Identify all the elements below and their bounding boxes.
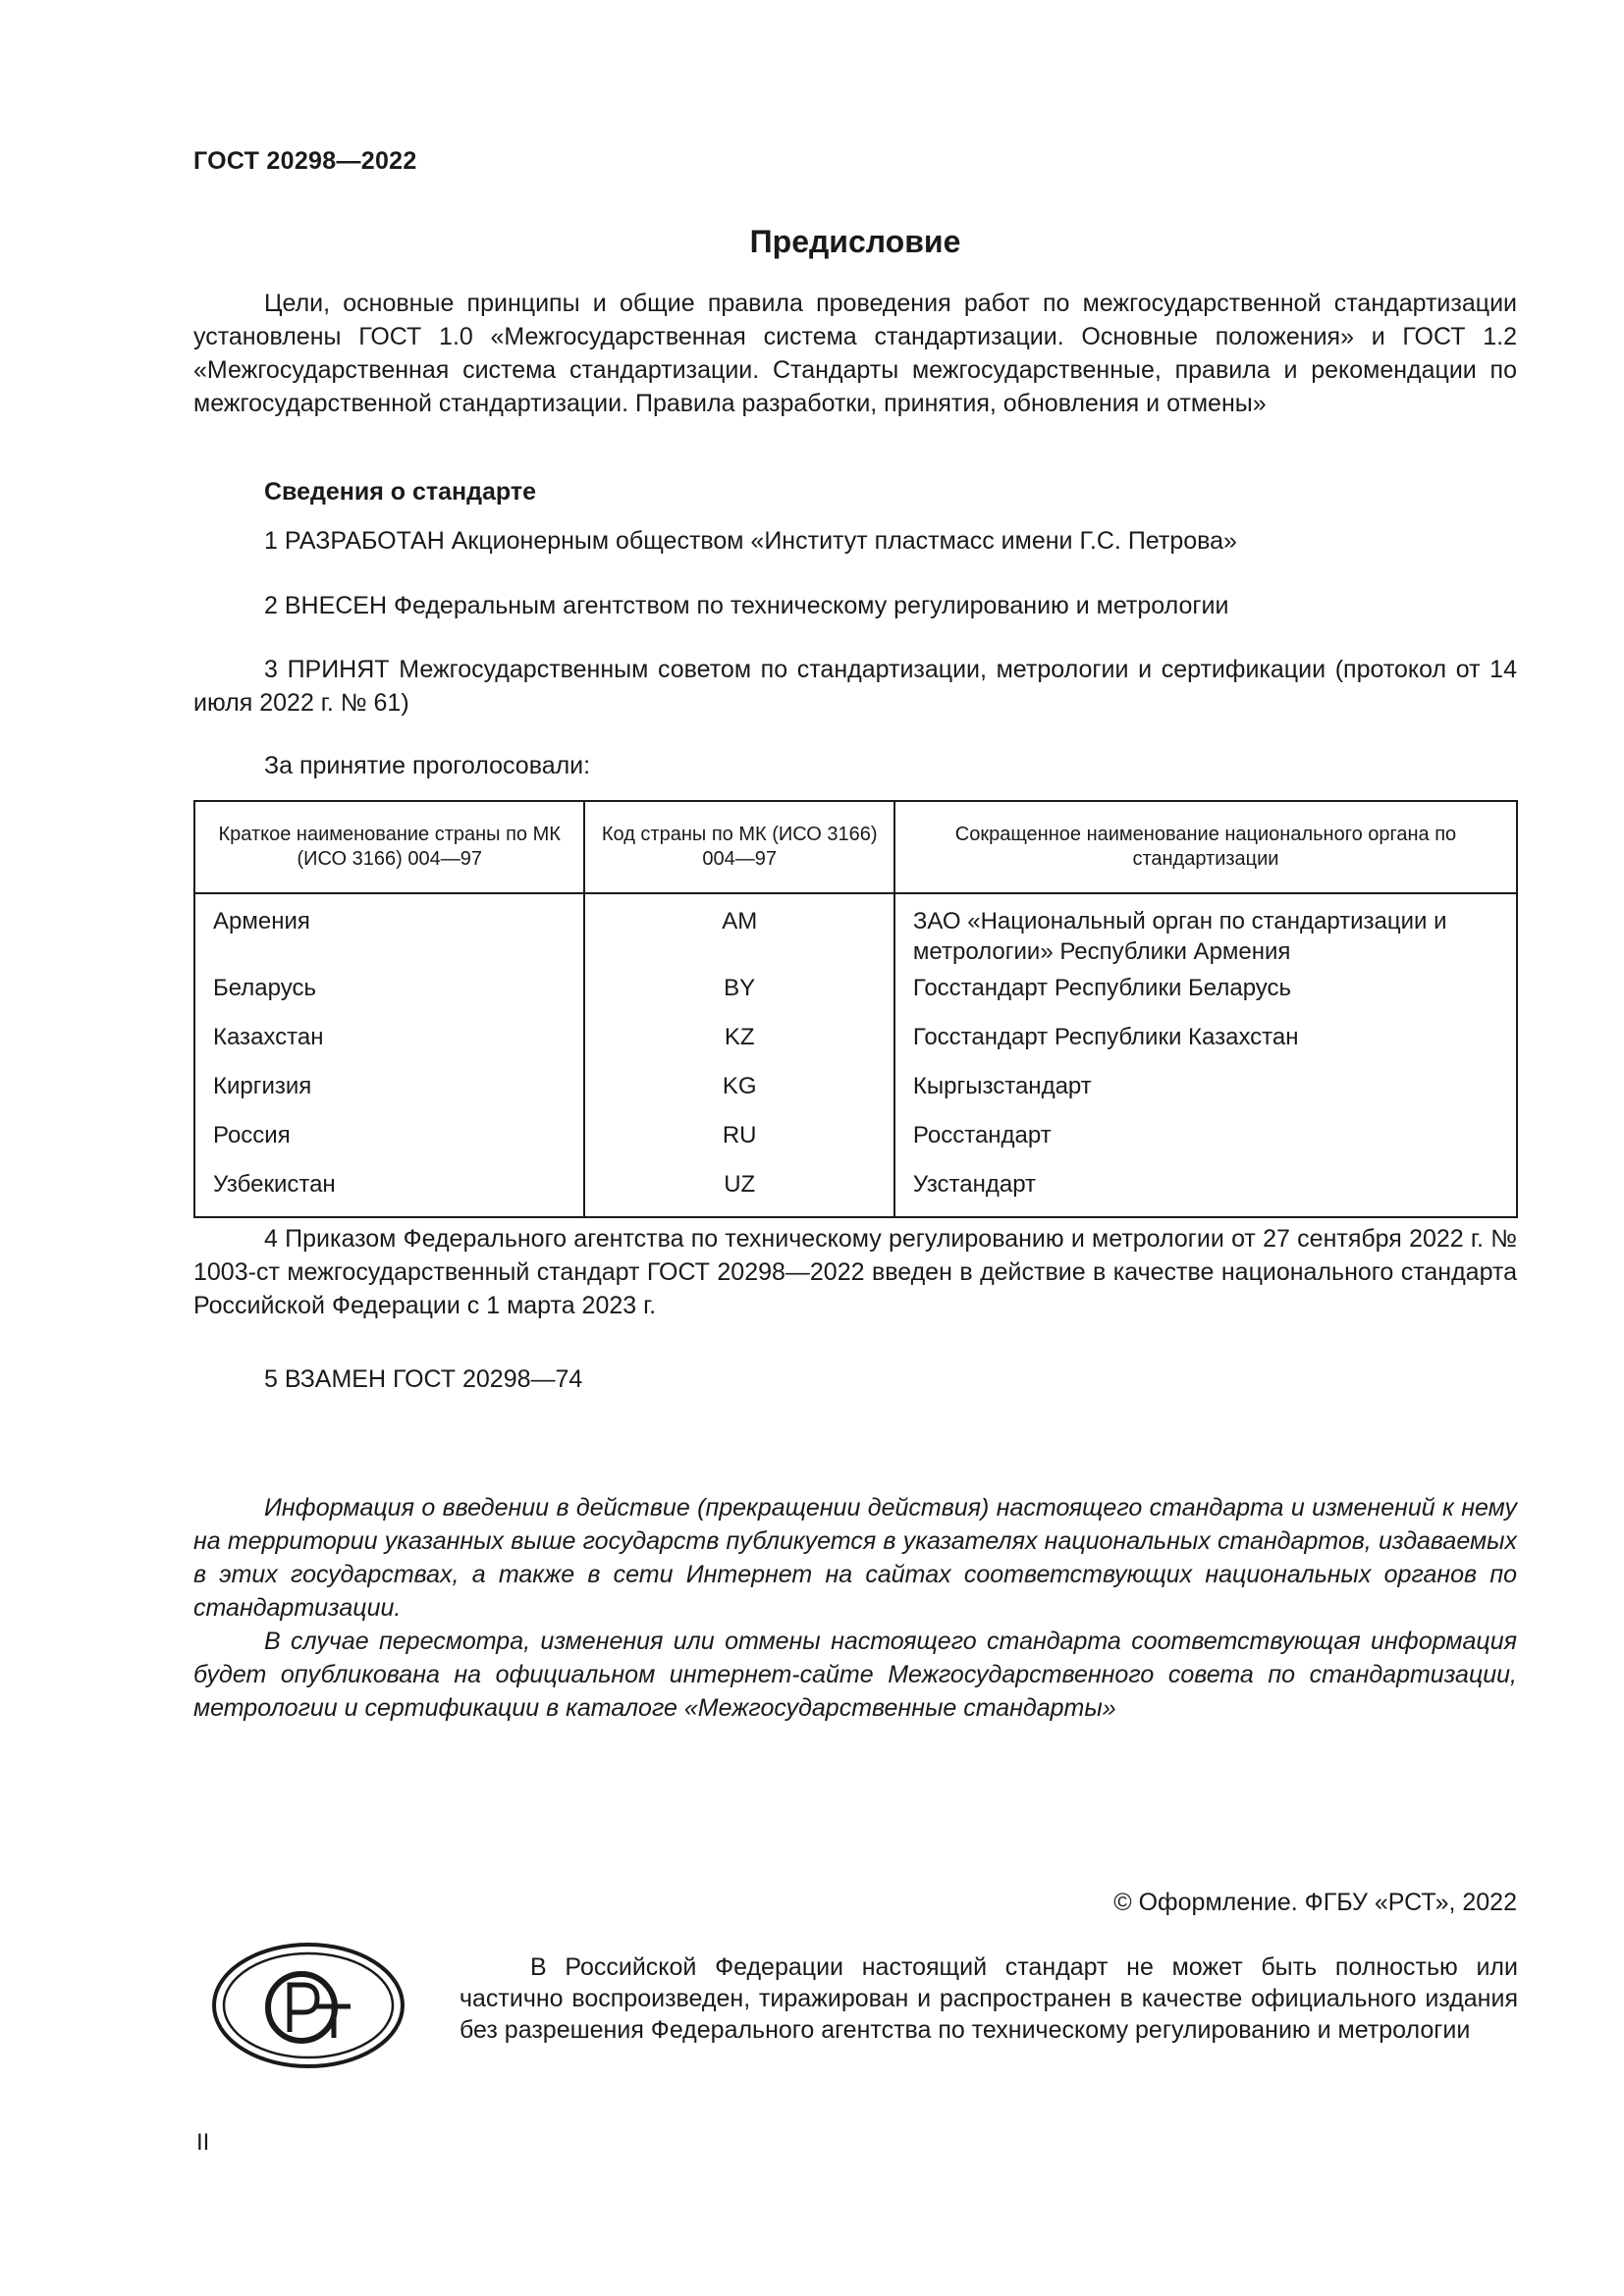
- vote-intro: За принятие проголосовали:: [264, 752, 591, 779]
- national-body: Кыргызстандарт: [894, 1071, 1517, 1120]
- national-body: ЗАО «Национальный орган по стандартизации и метрологии» Республики Армения: [894, 893, 1517, 973]
- item-3: 3 ПРИНЯТ Межгосударственным советом по стандартизации, метрологии и сертификации (протокол от 14 июля 2022 г. № 61): [193, 656, 1517, 717]
- page-title: Предисловие: [749, 224, 961, 259]
- table-row: [194, 1071, 1517, 1120]
- info-heading: Сведения о стандарте: [264, 478, 537, 506]
- national-body: Госстандарт Республики Беларусь: [894, 973, 1517, 1022]
- rst-logo: [211, 1942, 406, 2069]
- voting-table: [193, 800, 1518, 1218]
- national-body: Госстандарт Республики Казахстан: [894, 1022, 1517, 1071]
- table-header-row: [194, 801, 1517, 893]
- country-name: Казахстан: [194, 1022, 584, 1071]
- header-country-code: Код страны по МК (ИСО 3166) 004—97: [584, 801, 893, 893]
- country-code: BY: [584, 973, 893, 1022]
- table-row: [194, 893, 1517, 973]
- header-country-name: Краткое наименование страны по МК (ИСО 3166) 004—97: [194, 801, 584, 893]
- intro-text: Цели, основные принципы и общие правила проведения работ по межгосударственной стандартизации установлены ГОСТ 1.0 «Межгосударственная система стандартизации. Основные положения» и ГОСТ 1.2 «Межгосударственная система стандартизации. Стандарты межгосударственные, правила и рекомендации по межгосударственной стандартизации. Правила разработки, принятия, обновления и отмены»: [193, 290, 1517, 417]
- country-code: KZ: [584, 1022, 893, 1071]
- copyright: © Оформление. ФГБУ «РСТ», 2022: [1113, 1889, 1517, 1916]
- document-code: ГОСТ 20298—2022: [193, 147, 417, 175]
- item-2: 2 ВНЕСЕН Федеральным агентством по техническому регулированию и метрологии: [264, 592, 1229, 619]
- page-number: II: [196, 2129, 210, 2156]
- country-name: Россия: [194, 1120, 584, 1169]
- country-code: AM: [584, 893, 893, 973]
- item-3-block: [193, 653, 1517, 720]
- info-paragraph-1: Информация о введении в действие (прекращении действия) настоящего стандарта и изменений к нему на территории указанных выше государств публикуется в указателях национальных стандартов, издаваемых в этих государствах, а также в сети Интернет на сайтах соответствующих национальных органов по стандартизации.: [193, 1494, 1517, 1622]
- info-paragraph-2: В случае пересмотра, изменения или отмены настоящего стандарта соответствующая информация будет опубликована на официальном интернет-сайте Межгосударственного совета по стандартизации, метрологии и сертификации в каталоге «Межгосударственные стандарты»: [193, 1628, 1517, 1722]
- item-5: 5 ВЗАМЕН ГОСТ 20298—74: [264, 1365, 583, 1393]
- info-block: [193, 1491, 1517, 1725]
- country-code: RU: [584, 1120, 893, 1169]
- copyright-notice: [460, 1951, 1518, 2046]
- item-4-block: [193, 1222, 1517, 1322]
- national-body: Узстандарт: [894, 1169, 1517, 1217]
- notice-text: В Российской Федерации настоящий стандарт не может быть полностью или частично воспроизведен, тиражирован и распространен в качестве официального издания без разрешения Федерального агентства по техническому регулированию и метрологии: [460, 1953, 1518, 2044]
- country-code: KG: [584, 1071, 893, 1120]
- country-code: UZ: [584, 1169, 893, 1217]
- item-4: 4 Приказом Федерального агентства по техническому регулированию и метрологии от 27 сентября 2022 г. № 1003-ст межгосударственный стандарт ГОСТ 20298—2022 введен в действие в качестве национального стандарта Российской Федерации с 1 марта 2023 г.: [193, 1225, 1517, 1319]
- table-row: [194, 1169, 1517, 1217]
- country-name: Узбекистан: [194, 1169, 584, 1217]
- country-name: Киргизия: [194, 1071, 584, 1120]
- country-name: Беларусь: [194, 973, 584, 1022]
- country-name: Армения: [194, 893, 584, 973]
- national-body: Росстандарт: [894, 1120, 1517, 1169]
- table-row: [194, 973, 1517, 1022]
- intro-paragraph: [193, 287, 1517, 420]
- item-1: 1 РАЗРАБОТАН Акционерным обществом «Институт пластмасс имени Г.С. Петрова»: [264, 527, 1237, 555]
- table-row: [194, 1120, 1517, 1169]
- table-row: [194, 1022, 1517, 1071]
- header-national-body: Сокращенное наименование национального органа по стандартизации: [894, 801, 1517, 893]
